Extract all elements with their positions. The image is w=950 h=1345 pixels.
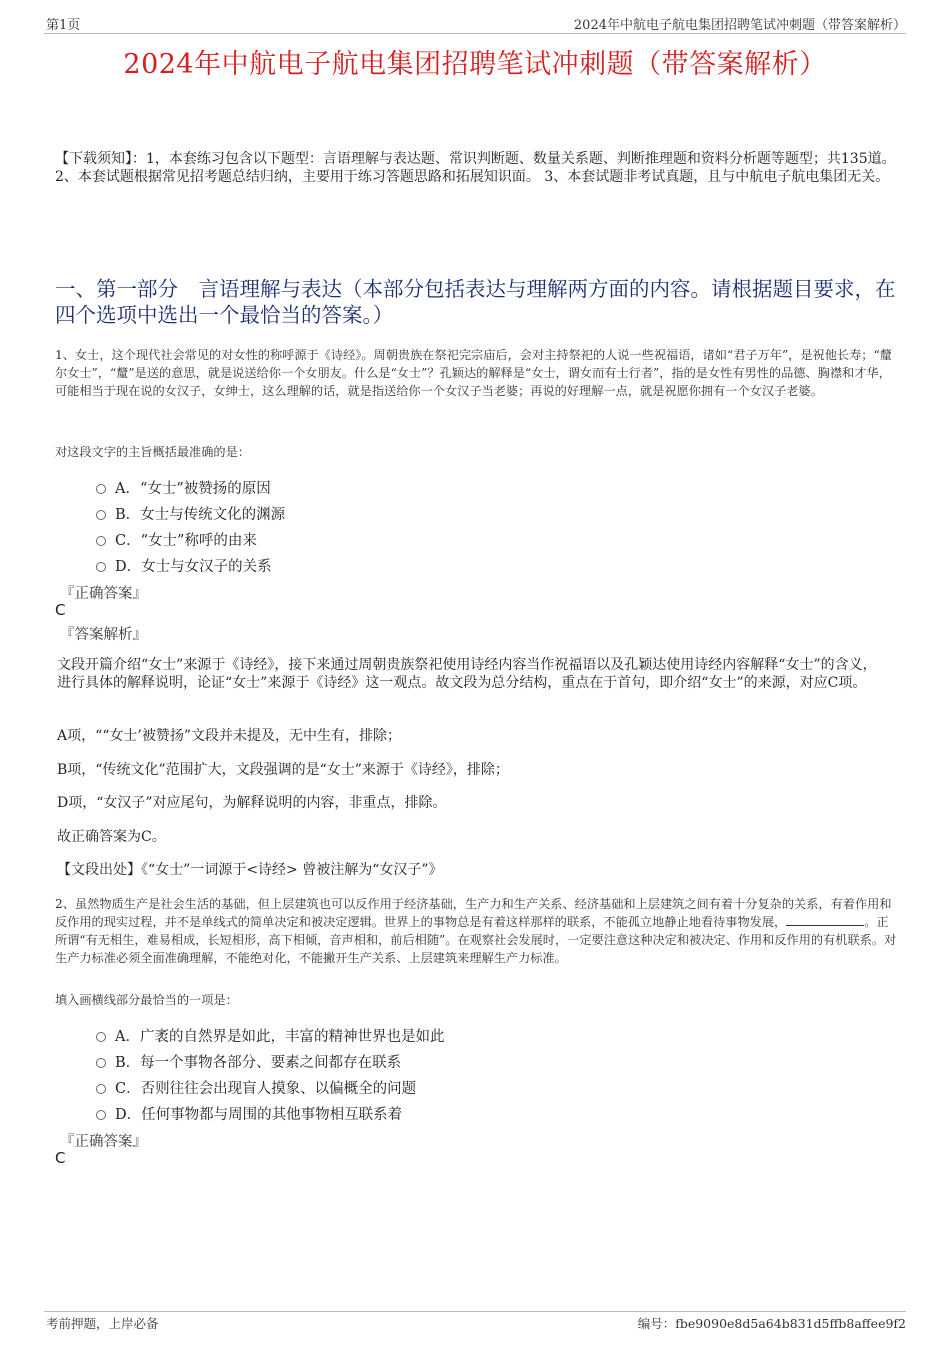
q1-option-b-label: B．女士与传统文化的渊源 (115, 507, 286, 523)
q1-option-c-label: C．“女士”称呼的由来 (115, 533, 257, 549)
radio-icon[interactable] (96, 536, 106, 546)
q1-option-a-label: A．“女士”被赞扬的原因 (115, 481, 271, 497)
radio-icon[interactable] (96, 510, 106, 520)
q1-option-d[interactable] (96, 555, 272, 576)
q2-option-d[interactable] (96, 1103, 402, 1124)
radio-icon[interactable] (96, 562, 106, 572)
footer-divider (44, 1311, 906, 1312)
q2-answer: C (55, 1149, 66, 1167)
question-1-prompt: 对这段文字的主旨概括最准确的是： (55, 445, 250, 459)
q1-answer: C (55, 601, 66, 619)
q1-option-c[interactable] (96, 529, 257, 550)
footer-slogan: 考前押题，上岸必备 (46, 1316, 159, 1331)
question-1-text: 1、女士，这个现代社会常见的对女性的称呼源于《诗经》。周朝贵族在祭祀完宗庙后，会对主持祭祀的人说一些祝福语，诸如“君子万年”，是祝他长寿；“釐尔女士”，“釐”是送的意思，就是说送给你一个女朋友。什么是“女士”？孔颖达的解释是“女士，谓女而有士行者”，指的是女性有男性的品德、胸襟和才华，可能相当于现在说的女汉子，女绅士，这么理解的话，就是指送给你一个女汉子当老婆；再说的好理解一点，就是祝愿你拥有一个女汉子老婆。 (55, 348, 892, 398)
q2-answer-label: 『正确答案』 (60, 1134, 147, 1150)
radio-icon[interactable] (96, 1058, 106, 1068)
q2-option-b-label: B．每一个事物各部分、要素之间都存在联系 (115, 1055, 402, 1071)
section-title: 一、第一部分 言语理解与表达（本部分包括表达与理解两方面的内容。请根据题目要求，在四个选项中选出一个最恰当的答案。） (55, 277, 896, 327)
q2-option-d-label: D．任何事物都与周围的其他事物相互联系着 (115, 1107, 403, 1123)
page-title: 2024年中航电子航电集团招聘笔试冲刺题（带答案解析） (123, 49, 827, 80)
q1-analysis-label: 『答案解析』 (60, 627, 147, 643)
q1-source: 【文段出处】《“女士”一词源于<诗经> 曾被注解为“女汉子”》 (57, 862, 443, 878)
q1-note-d: D项，“女汉子”对应尾句，为解释说明的内容，非重点，排除。 (57, 795, 447, 811)
radio-icon[interactable] (96, 1084, 106, 1094)
radio-icon[interactable] (96, 1032, 106, 1042)
q1-answer-label: 『正确答案』 (60, 586, 147, 602)
q1-option-d-label: D．女士与女汉子的关系 (115, 559, 272, 575)
header-divider (44, 33, 906, 34)
radio-icon[interactable] (96, 1110, 106, 1120)
radio-icon[interactable] (96, 484, 106, 494)
q1-note-b: B项，“传统文化”范围扩大，文段强调的是“女士”来源于《诗经》，排除； (57, 762, 509, 778)
q1-option-b[interactable] (96, 503, 285, 524)
q2-option-a[interactable] (96, 1025, 444, 1046)
q1-note-a: A项，““女士’被赞扬”文段并未提及，无中生有，排除； (57, 728, 402, 744)
question-2-prompt: 填入画横线部分最恰当的一项是： (55, 993, 238, 1007)
header-doc-title: 2024年中航电子航电集团招聘笔试冲刺题（带答案解析） (573, 18, 906, 33)
download-notice: 【下载须知】：1，本套练习包含以下题型：言语理解与表达题、常识判断题、数量关系题、判断推理题和资料分析题等题型；共135道。 2、本套试题根据常见招考题总结归纳，主要用于练习答题思路和拓展知识面。 3、本套试题非考试真题，且与中航电子航电集团无关。 (55, 151, 896, 185)
q1-option-a[interactable] (96, 477, 271, 498)
q2-option-c[interactable] (96, 1077, 416, 1098)
q2-option-c-label: C．否则往往会出现盲人摸象、以偏概全的问题 (115, 1081, 417, 1097)
q2-option-b[interactable] (96, 1051, 401, 1072)
q2-option-a-label: A．广袤的自然界是如此，丰富的精神世界也是如此 (115, 1029, 445, 1045)
q2-text-after: 。正所谓“有无相生，难易相成，长短相形，高下相倾，音声相和，前后相随”。在观察社会发展时，一定要注意这种决定和被决定、作用和反作用的有机联系。对生产力标准必须全面准确理解，不能绝对化，不能撇开生产关系、上层建筑来理解生产力标准。 (55, 915, 897, 965)
footer-doc-id: 编号：fbe9090e8d5a64b831d5ffb8affee9f2 (637, 1316, 906, 1331)
page-number: 第1页 (46, 18, 81, 33)
q2-text-before: 2、虽然物质生产是社会生活的基础，但上层建筑也可以反作用于经济基础，生产力和生产关系、经济基础和上层建筑之间有着十分复杂的关系，有着作用和反作用的现实过程，并不是单线式的简单决定和被决定逻辑。世界上的事物总是有着这样那样的联系，不能孤立地静止地看待事物发展， (55, 897, 892, 929)
fill-in-blank (786, 913, 864, 926)
q1-conclusion: 故正确答案为C。 (57, 829, 166, 845)
q1-analysis-text: 文段开篇介绍“女士”来源于《诗经》，接下来通过周朝贵族祭祀使用诗经内容当作祝福语以及孔颖达使用诗经内容解释“女士”的含义，进行具体的解释说明，论证“女士”来源于《诗经》这一观点。故文段为总分结构，重点在于首句，即介绍“女士”的来源，对应C项。 (57, 657, 877, 691)
question-2-text (55, 895, 900, 967)
